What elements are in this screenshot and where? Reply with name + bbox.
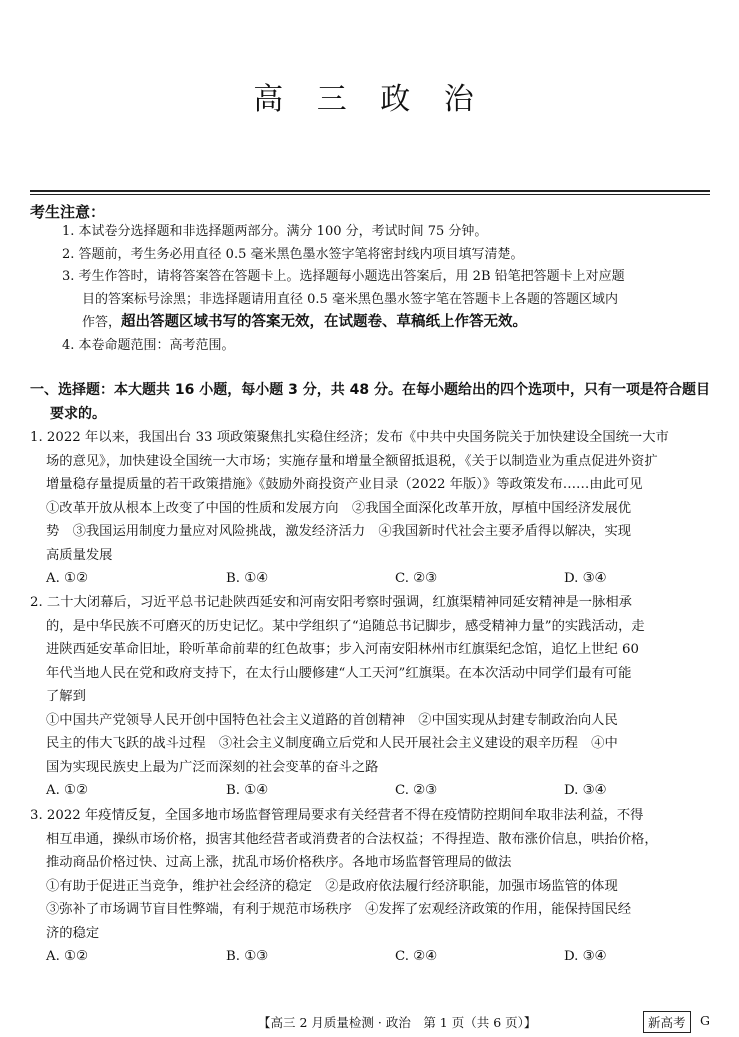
answer-options <box>30 779 720 803</box>
notice-item-cont: 目的答案标号涂黑；非选择题请用直径 0.5 毫米黑色墨水签字笔在答题卡上各题的答题区域内 <box>82 291 618 307</box>
option-b: B. ①④ <box>226 571 269 586</box>
option-c: C. ②③ <box>395 571 437 586</box>
question-line: 高质量发展 <box>46 547 113 563</box>
option-c: C. ②③ <box>395 783 437 798</box>
option-a: A. ①② <box>46 949 88 964</box>
question-line: 场的意见》，加快建设全国统一大市场；实施存量和增量全额留抵退税，《关于以制造业为重点促进外资扩 <box>46 453 658 469</box>
header-divider-thin <box>30 194 710 195</box>
answer-options <box>30 567 720 591</box>
question-line: 相互串通，操纵市场价格，损害其他经营者或消费者的合法权益；不得捏造、散布涨价信息，哄抬价格， <box>46 831 658 847</box>
question-line: ①改革开放从根本上改变了中国的性质和发展方向 ②我国全面深化改革开放，厚植中国经济发展优 <box>46 500 632 516</box>
option-d: D. ③④ <box>564 783 607 798</box>
section-heading-line: 一、选择题：本大题共 16 小题，每小题 3 分，共 48 分。在每小题给出的四个选项中，只有一项是符合题目 <box>30 382 710 398</box>
question-2 <box>30 591 720 803</box>
question-line: 的，是中华民族不可磨灭的历史记忆。某中学组织了“追随总书记脚步，感受精神力量”的实践活动，走 <box>46 618 645 634</box>
page-footer <box>0 1011 739 1033</box>
question-line: ③弥补了市场调节盲目性弊端，有利于规范市场秩序 ④发挥了宏观经济政策的作用，能保持国民经 <box>46 902 632 917</box>
notice-item: 4. 本卷命题范围：高考范围。 <box>62 337 235 353</box>
answer-options <box>30 945 720 969</box>
footer-page-info: 【高三 2 月质量检测 · 政治 第 1 页（共 6 页）】 <box>258 1015 537 1030</box>
option-a: A. ①② <box>46 783 88 798</box>
notice-item-cont <box>62 311 712 335</box>
question-line: 国为实现民族史上最为广泛而深刻的社会变革的奋斗之路 <box>46 759 379 775</box>
footer-version-letter: G <box>700 1013 710 1028</box>
question-line: 2. 二十大闭幕后，习近平总书记赴陕西延安和河南安阳考察时强调，红旗渠精神同延安精神是一脉相承 <box>30 595 632 610</box>
question-line: 济的稳定 <box>46 925 100 941</box>
option-b: B. ①③ <box>226 949 269 964</box>
question-line: 民主的伟大飞跃的战斗过程 ③社会主义制度确立后党和人民开展社会主义建设的艰辛历程 ④中 <box>46 736 618 751</box>
question-line: 1. 2022 年以来，我国出台 33 项政策聚焦扎实稳住经济；发布《中共中央国务院关于加快建设全国统一大市 <box>30 430 669 445</box>
notice-item: 1. 本试卷分选择题和非选择题两部分。满分 100 分，考试时间 75 分钟。 <box>62 224 488 239</box>
notice-item: 2. 答题前，考生务必用直径 0.5 毫米黑色墨水签字笔将密封线内项目填写清楚。 <box>62 246 524 262</box>
section-heading <box>30 378 720 426</box>
question-line: 推动商品价格过快、过高上涨，扰乱市场价格秩序。各地市场监督管理局的做法 <box>46 855 512 870</box>
question-line: 了解到 <box>46 689 86 704</box>
header-divider-thick <box>30 190 710 192</box>
question-line: 势 ③我国运用制度力量应对风险挑战，激发经济活力 ④我国新时代社会主要矛盾得以解决，实现 <box>46 524 632 539</box>
question-line: 增量稳存量提质量的若干政策措施》《鼓励外商投资产业目录（2022 年版）》等政策发布……由此可见 <box>46 477 643 492</box>
notice-list <box>62 221 712 357</box>
footer-badge: 新高考 <box>643 1011 691 1033</box>
option-d: D. ③④ <box>564 949 607 964</box>
page-title: 高 三 政 治 <box>253 82 486 117</box>
option-c: C. ②④ <box>395 949 437 964</box>
notice-item: 3. 考生作答时，请将答案答在答题卡上。选择题每小题选出答案后，用 2B 铅笔把答题卡上对应题 <box>62 269 625 284</box>
option-d: D. ③④ <box>564 571 607 586</box>
question-line: ①有助于促进正当竞争，维护社会经济的稳定 ②是政府依法履行经济职能，加强市场监管的体现 <box>46 878 618 894</box>
notice-item-emphasis: 超出答题区域书写的答案无效，在试题卷、草稿纸上作答无效。 <box>121 314 528 330</box>
question-line: 进陕西延安革命旧址，聆听革命前辈的红色故事；步入河南安阳林州市红旗渠纪念馆，追忆上世纪 60 <box>46 642 639 657</box>
notice-item-prefix: 作答， <box>82 315 122 330</box>
question-3 <box>30 804 720 969</box>
question-1 <box>30 426 720 591</box>
question-line: 3. 2022 年疫情反复，全国多地市场监督管理局要求有关经营者不得在疫情防控期间牟取非法利益，不得 <box>30 808 644 823</box>
option-b: B. ①④ <box>226 783 269 798</box>
notice-heading: 考生注意： <box>30 203 106 221</box>
section-heading-line: 要求的。 <box>50 406 106 422</box>
option-a: A. ①② <box>46 571 88 586</box>
question-line: ①中国共产党领导人民开创中国特色社会主义道路的首创精神 ②中国实现从封建专制政治向人民 <box>46 712 618 728</box>
question-line: 年代当地人民在党和政府支持下，在太行山腰修建“人工天河”红旗渠。在本次活动中同学们最有可能 <box>46 665 632 681</box>
